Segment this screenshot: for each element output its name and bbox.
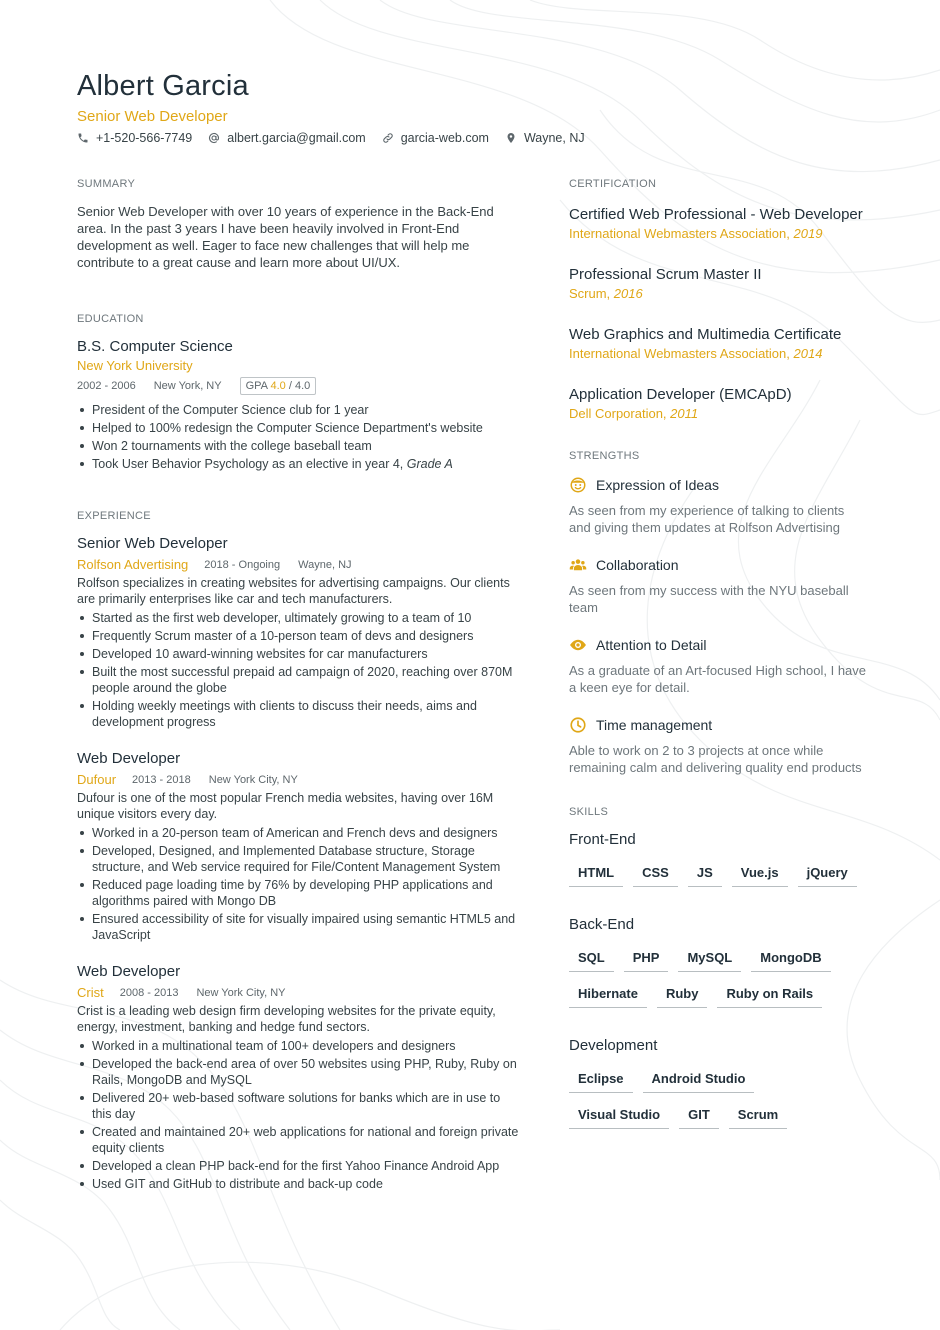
strength-item [569,556,869,616]
skills-section [569,806,869,1143]
phone-icon [77,132,89,144]
list-item: Used GIT and GitHub to distribute and back-up code [77,1176,522,1192]
job-dates: 2008 - 2013 [119,986,179,999]
section-title-strengths: STRENGTHS [569,450,640,462]
skill-group-title: Front-End [569,831,636,848]
job-entry [77,535,522,730]
contact-bar [77,131,601,145]
skill-chip: jQuery [798,865,857,887]
skill-chip: Hibernate [569,986,647,1008]
contact-email-text: albert.garcia@gmail.com [227,131,366,145]
list-item: Worked in a multinational team of 100+ developers and designers [77,1038,522,1054]
job-title: Web Developer [77,963,181,980]
job-dates: 2013 - 2018 [132,773,191,786]
right-column [569,178,869,1143]
skill-chip: PHP [624,950,669,972]
job-location: New York City, NY [196,986,286,999]
contact-website[interactable] [382,131,489,145]
skill-chip: CSS [633,865,678,887]
skill-chip: MongoDB [751,950,830,972]
candidate-role: Senior Web Developer [77,108,228,125]
job-location: Wayne, NJ [298,558,352,571]
section-title-skills: SKILLS [569,806,609,818]
list-item: Built the most successful prepaid ad campaign of 2020, reaching over 870M people around the globe [77,664,522,696]
gpa-max: 4.0 [294,380,311,392]
list-item: President of the Computer Science club for 1 year [77,402,522,418]
location-pin-icon [505,132,517,144]
candidate-name: Albert Garcia [77,70,249,102]
gpa-label: GPA [245,380,268,392]
skill-chips [569,1071,869,1143]
certification-issuer-name: International Webmasters Association, [569,346,790,361]
list-item: Frequently Scrum master of a 10-person team of devs and designers [77,628,522,644]
smiling-face-icon [569,476,587,494]
certification-year: 2014 [793,346,823,361]
list-item-text: Took User Behavior Psychology as an elective in year 4, [92,457,404,471]
list-item [77,456,522,472]
list-item: Developed the back-end area of over 50 websites using PHP, Ruby, Ruby on Rails, MongoDB and MySQL [77,1056,522,1088]
strength-title: Time management [596,717,713,733]
company-name: Crist [77,985,104,1000]
strength-item [569,716,869,776]
education-dates: 2002 - 2006 [77,380,136,392]
strength-item [569,476,869,536]
section-title-summary: SUMMARY [77,178,136,190]
experience-section [77,510,522,1192]
skill-chips [569,950,869,1022]
clock-icon [569,716,587,734]
skill-group [569,1037,869,1143]
education-location: New York, NY [153,380,222,392]
section-title-experience: EXPERIENCE [77,510,151,522]
skill-chip: Android Studio [643,1071,755,1093]
certification-issuer [569,286,869,301]
contact-phone[interactable] [77,131,192,145]
left-column [77,178,522,1212]
link-icon [382,132,394,144]
school-name: New York University [77,358,193,373]
certification-name: Professional Scrum Master II [569,266,762,283]
strength-description: As a graduate of an Art-focused High school, I have a keen eye for detail. [569,663,867,695]
list-item: Developed, Designed, and Implemented Database structure, Storage structure, and Web service required for File/Content Management System [77,843,522,875]
job-description: Rolfson specializes in creating websites for advertising campaigns. Our clients are primarily enterprises like car and tech manufacturers. [77,576,510,606]
skill-chip: HTML [569,865,623,887]
job-meta [77,772,522,787]
strength-title: Attention to Detail [596,637,707,653]
list-item: Delivered 20+ web-based software solutions for banks which are in use to this day [77,1090,522,1122]
job-bullets [77,1038,522,1192]
gpa-value: 4.0 [270,380,286,392]
education-meta [77,377,522,395]
certification-name: Certified Web Professional - Web Developer [569,206,863,223]
contact-email[interactable] [208,131,365,145]
job-location: New York City, NY [208,773,298,786]
strength-item [569,636,869,696]
job-entry [77,963,522,1192]
company-name: Dufour [77,772,117,787]
skill-chip: Vue.js [732,865,788,887]
skill-chip: Ruby [657,986,708,1008]
strength-description: Able to work on 2 to 3 projects at once while remaining calm and delivering quality end products [569,743,862,775]
skill-chip: Ruby on Rails [717,986,822,1008]
skill-chip: MySQL [678,950,741,972]
skill-group [569,831,869,901]
education-section [77,313,522,472]
summary-section [77,178,522,271]
certification-issuer-name: Scrum, [569,286,611,301]
summary-text: Senior Web Developer with over 10 years of experience in the Back-End area. In the past 3 years I have been heavily involved in Front-End development as well. Eager to face new challenges that will help me contribute to a great cause and learn more about UI/UX. [77,204,494,270]
list-item: Developed a clean PHP back-end for the first Yahoo Finance Android App [77,1158,522,1174]
skill-group-title: Back-End [569,916,635,933]
contact-location-text: Wayne, NJ [523,131,585,145]
contact-location [505,131,585,145]
skill-group-title: Development [569,1037,658,1054]
list-item: Holding weekly meetings with clients to discuss their needs, aims and development progress [77,698,522,730]
certification-item [569,325,869,361]
group-icon [569,556,587,574]
strength-description: As seen from my success with the NYU baseball team [569,583,849,615]
skill-chip: GIT [679,1107,719,1129]
strength-title: Expression of Ideas [596,477,719,493]
grade-text: Grade A [406,457,453,471]
certification-item [569,265,869,301]
certification-item [569,385,869,421]
skill-group [569,916,869,1022]
skill-chip: Eclipse [569,1071,633,1093]
contact-phone-text: +1-520-566-7749 [96,131,193,145]
strength-title: Collaboration [596,557,679,573]
skill-chip: Visual Studio [569,1107,669,1129]
certification-issuer [569,406,869,421]
job-bullets [77,825,522,943]
job-description: Dufour is one of the most popular French media websites, having over 16M unique visitors every day. [77,791,494,821]
job-entry [77,750,522,943]
certification-issuer-name: International Webmasters Association, [569,226,790,241]
contact-website-text: garcia-web.com [400,131,489,145]
strength-description: As seen from my experience of talking to clients and giving them updates at Rolfson Advertising [569,503,845,535]
certification-year: 2016 [613,286,643,301]
education-bullets [77,402,522,472]
job-description: Crist is a leading web design firm developing websites for the private equity, energy, investment, banking and hedge fund sectors. [77,1004,496,1034]
job-meta [77,557,522,572]
degree-title: B.S. Computer Science [77,338,233,355]
job-dates: 2018 - Ongoing [204,558,281,571]
certification-issuer-name: Dell Corporation, [569,406,667,421]
certification-section [569,178,869,421]
certification-name: Web Graphics and Multimedia Certificate [569,326,842,343]
list-item: Developed 10 award-winning websites for car manufacturers [77,646,522,662]
section-title-certification: CERTIFICATION [569,178,657,190]
job-title: Web Developer [77,750,181,767]
gpa-separator: / [288,380,292,392]
list-item: Ensured accessibility of site for visually impaired using semantic HTML5 and JavaScript [77,911,522,943]
certification-item [569,205,869,241]
certification-issuer [569,226,869,241]
skill-chip: Scrum [729,1107,787,1129]
company-name: Rolfson Advertising [77,557,189,572]
strengths-section [569,450,869,776]
job-meta [77,985,522,1000]
section-title-education: EDUCATION [77,313,144,325]
job-bullets [77,610,522,730]
certification-year: 2019 [793,226,823,241]
gpa-badge [240,377,317,395]
job-title: Senior Web Developer [77,535,228,552]
certification-name: Application Developer (EMCApD) [569,386,792,403]
certification-year: 2011 [670,406,699,421]
skill-chip: JS [688,865,722,887]
list-item: Started as the first web developer, ultimately growing to a team of 10 [77,610,522,626]
list-item: Reduced page loading time by 76% by developing PHP applications and algorithms paired with Mongo DB [77,877,522,909]
list-item: Won 2 tournaments with the college baseball team [77,438,522,454]
eye-icon [569,636,587,654]
list-item: Worked in a 20-person team of American and French devs and designers [77,825,522,841]
list-item: Created and maintained 20+ web applications for national and foreign private equity clients [77,1124,522,1156]
certification-issuer [569,346,869,361]
list-item: Helped to 100% redesign the Computer Science Department's website [77,420,522,436]
at-icon [208,132,220,144]
skill-chips [569,865,869,901]
skill-chip: SQL [569,950,614,972]
